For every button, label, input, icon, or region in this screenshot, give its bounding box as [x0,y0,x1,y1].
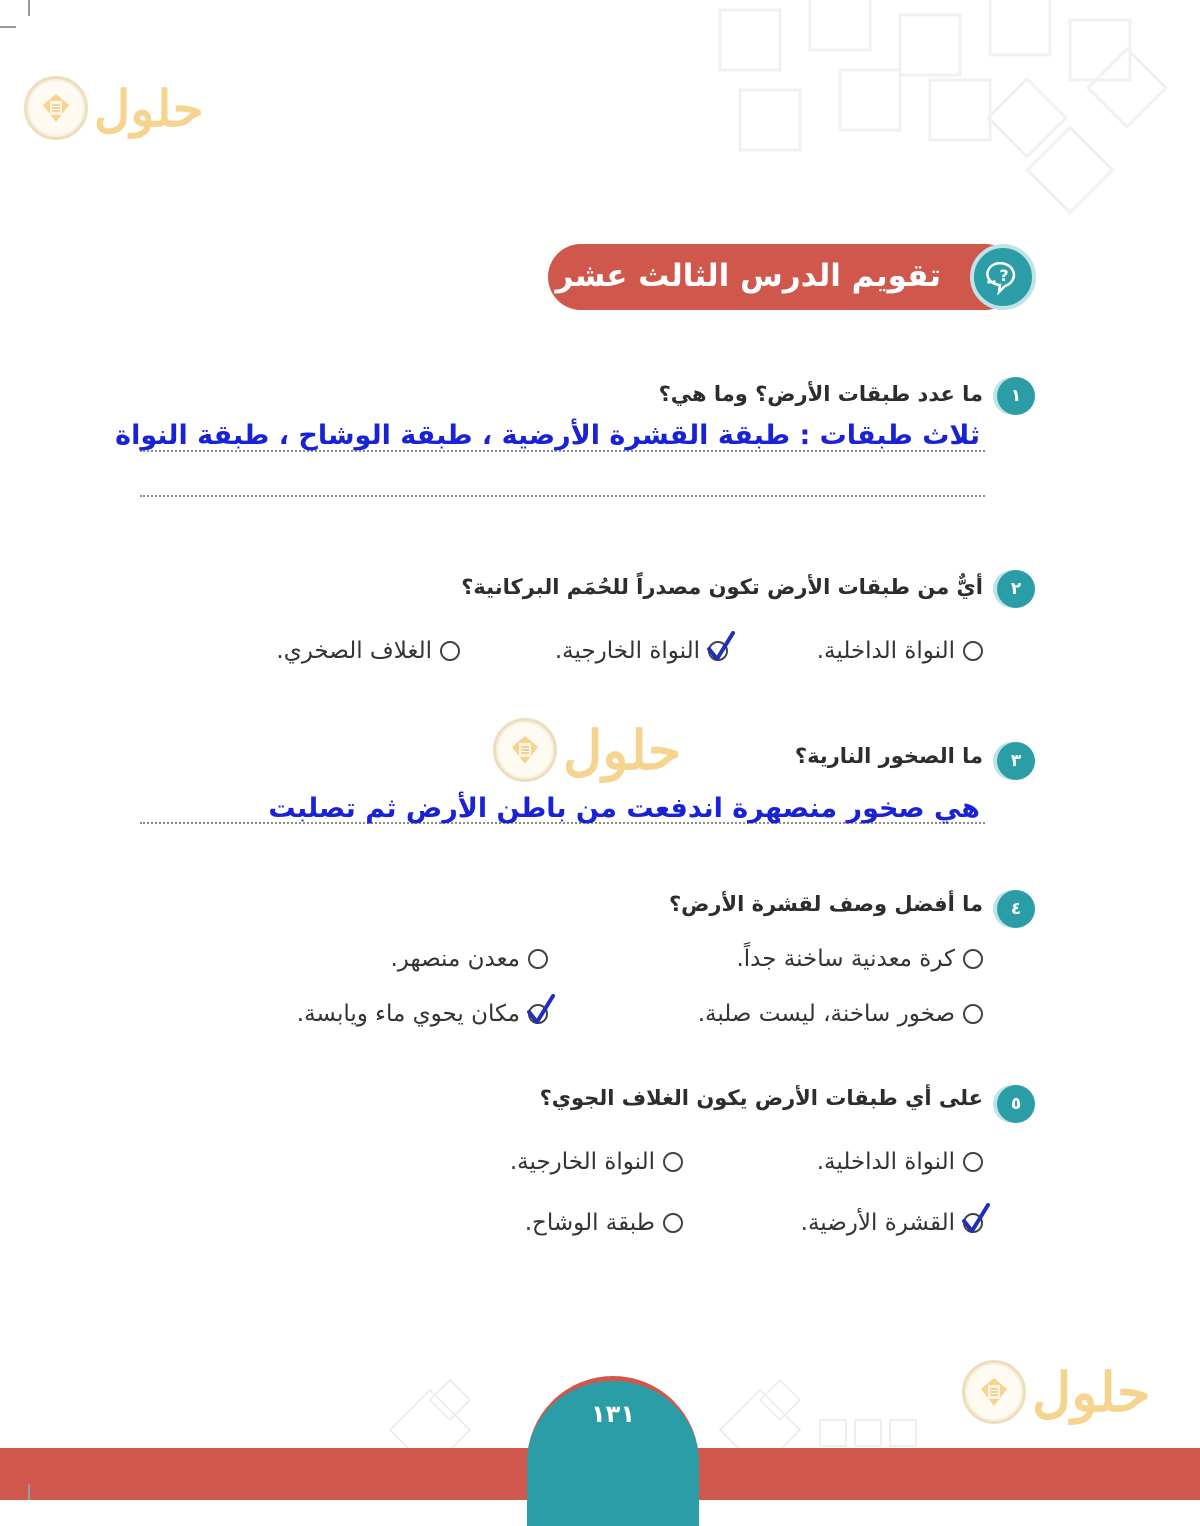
watermark-logo [24,76,204,140]
lesson-review-banner [548,244,1036,310]
question-number: ٤ [997,890,1035,928]
radio-button[interactable] [708,641,728,661]
crop-mark [28,0,30,16]
question-number: ٥ [997,1085,1035,1123]
option-label: النواة الخارجية. [509,1149,655,1175]
radio-button[interactable] [663,1213,683,1233]
option-label: النواة الخارجية. [554,638,700,664]
banner-title: تقويم الدرس الثالث عشر [555,258,941,294]
option-label: الغلاف الصخري. [276,638,432,664]
option-label: النواة الداخلية. [816,638,955,664]
book-medal-icon [24,76,88,140]
watermark-logo [493,718,681,782]
option-label: طبقة الوشاح. [524,1210,655,1236]
option-label: النواة الداخلية. [816,1149,955,1175]
answer-option[interactable] [817,638,983,664]
page-number: ١٣١ [591,1400,635,1428]
question-number: ٢ [997,570,1035,608]
radio-button[interactable] [528,949,548,969]
radio-button[interactable] [440,641,460,661]
option-label: كرة معدنية ساخنة جداً. [736,946,955,972]
radio-button[interactable] [963,1213,983,1233]
watermark-logo [962,1360,1150,1424]
answer-option[interactable] [391,946,549,972]
option-label: صخور ساخنة، ليست صلبة. [697,1001,955,1027]
crop-mark [0,26,16,28]
book-medal-icon [493,718,557,782]
answer-option[interactable] [698,1001,983,1027]
answer-option[interactable] [801,1210,983,1236]
crop-mark [28,1484,30,1500]
answer-option[interactable] [736,946,983,972]
option-label: مكان يحوي ماء ويابسة. [296,1001,520,1027]
checkmark-icon [706,631,736,663]
answer-option[interactable] [297,1001,548,1027]
watermark-text: حلول [94,78,204,138]
watermark-text: حلول [563,718,682,782]
radio-button[interactable] [663,1152,683,1172]
question-text: على أي طبقات الأرض يكون الغلاف الجوي؟ [539,1086,983,1110]
question-number: ٣ [997,742,1035,780]
page-number-tab [527,1376,699,1526]
answer-option[interactable] [276,638,460,664]
watermark-text: حلول [1032,1360,1151,1424]
radio-button[interactable] [528,1004,548,1024]
question-chat-icon [970,244,1036,310]
checkmark-icon [526,994,556,1026]
answer-option[interactable] [555,638,728,664]
option-label: القشرة الأرضية. [800,1210,955,1236]
radio-button[interactable] [963,1004,983,1024]
question-text: ما عدد طبقات الأرض؟ وما هي؟ [658,382,983,406]
question-text: ما أفضل وصف لقشرة الأرض؟ [668,892,983,916]
book-medal-icon [962,1360,1026,1424]
written-answer: ثلاث طبقات : طبقة القشرة الأرضية ، طبقة الوشاح ، طبقة النواة [115,420,980,451]
answer-option[interactable] [817,1149,983,1175]
question-text: ما الصخور النارية؟ [794,744,983,768]
svg-text:?: ? [999,266,1009,285]
answer-option[interactable] [525,1210,683,1236]
answer-option[interactable] [510,1149,683,1175]
radio-button[interactable] [963,1152,983,1172]
radio-button[interactable] [963,949,983,969]
answer-line [140,495,985,497]
question-number: ١ [997,377,1035,415]
option-label: معدن منصهر. [390,946,520,972]
question-text: أيٌّ من طبقات الأرض تكون مصدراً للحُمَم البركانية؟ [461,575,983,599]
checkmark-icon [961,1203,991,1235]
written-answer: هي صخور منصهرة اندفعت من باطن الأرض ثم تصلبت [268,793,980,824]
radio-button[interactable] [963,641,983,661]
